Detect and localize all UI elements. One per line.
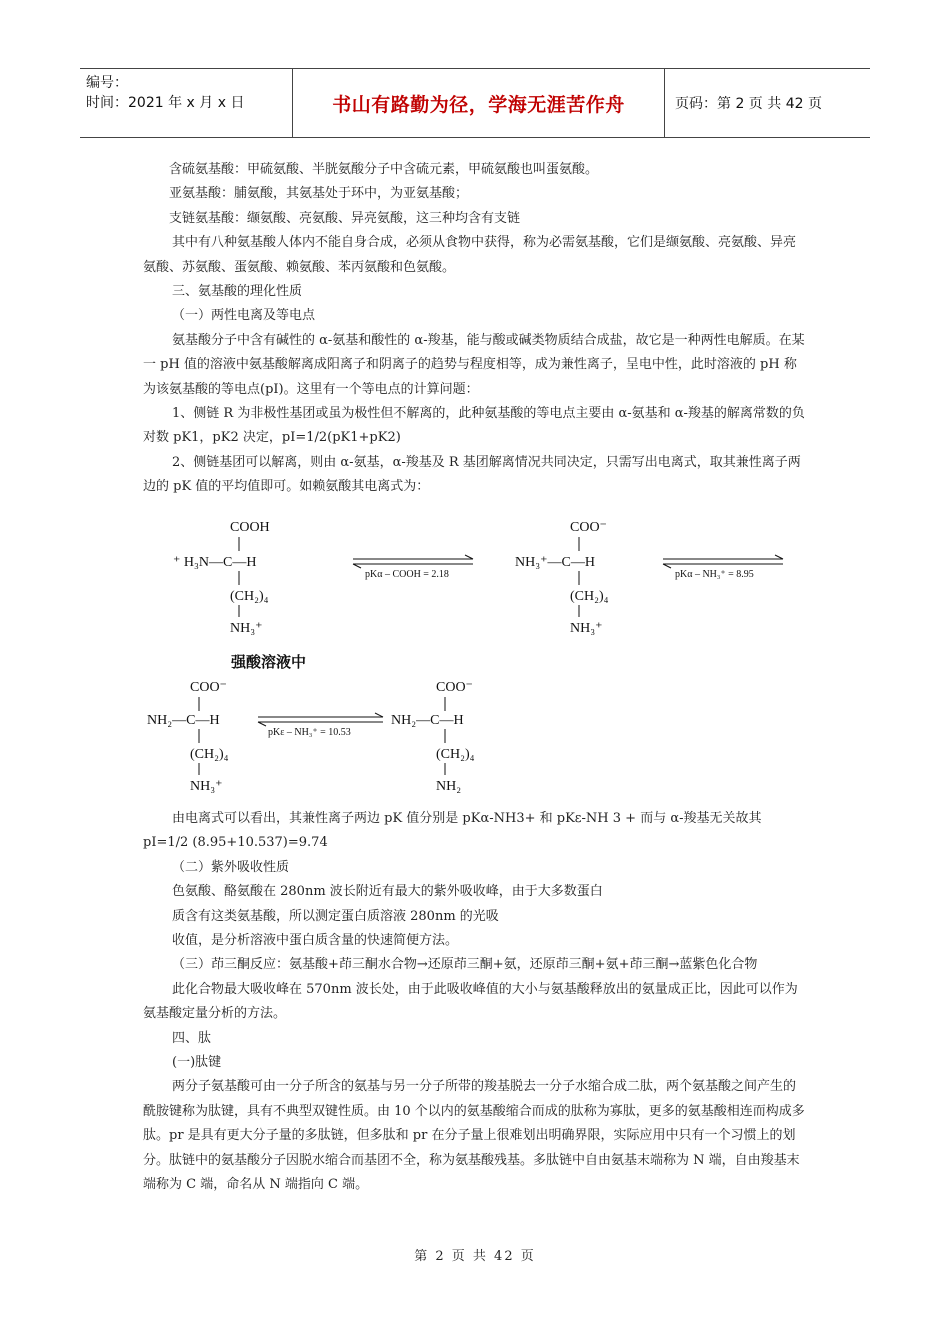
- label-ch2: (CH₂)₄: [570, 589, 609, 604]
- label-coo: COO⁻: [190, 680, 227, 695]
- paragraph: 1、侧链 R 为非极性基团或虽为极性但不解离的，此种氨基酸的等电点主要由 α-氨基和 α-羧基的解离常数的负对数 pK1，pK2 决定，pI=1/2(pK1+pK2): [143, 406, 805, 446]
- paragraph: 质含有这类氨基酸，所以测定蛋白质溶液 280nm 的光吸: [172, 908, 499, 924]
- paragraph: 收值，是分析溶液中蛋白质含量的快速简便方法。: [172, 933, 459, 949]
- label-nh3-plus: NH₃⁺: [190, 779, 223, 794]
- subsection-heading: (一)肽键: [172, 1055, 222, 1071]
- label-cooh: COOH: [230, 520, 270, 535]
- paragraph: 两分子氨基酸可由一分子所含的氨基与另一分子所带的羧基脱去一分子水缩合成二肽，两个氨基酸之间产生的酰胺键称为肽键，具有不典型双键性质。由 10 个以内的氨基酸缩合而成的肽称为寡肽，更多的氨基酸相连而构成多肽。pr 是具有更大分子量的多肽链，但多肽和 pr 在分子量上很难划出明确界限，实际应用中只有一个习惯上的划分。肽链中的氨基酸分子因脱水缩合而基团不全，称为氨基酸残基。多肽链中自由氨基末端称为 N 端，自由羧基末端称为 C 端，命名从 N 端指向 C 端。: [143, 1079, 805, 1193]
- paragraph: （三）茚三酮反应：氨基酸+茚三酮水合物→还原茚三酮+氨，还原茚三酮+氨+茚三酮→蓝紫色化合物: [172, 957, 758, 973]
- header-time: 时间：2021 年 x 月 x 日: [86, 95, 245, 111]
- header-number: 编号：: [86, 75, 128, 91]
- label-nh3-center: NH₃⁺—C—H: [515, 555, 595, 570]
- document-body-continued: [143, 807, 808, 1198]
- lysine-ionization-diagram: [143, 507, 808, 807]
- paragraph: 支链氨基酸：缬氨酸、亮氨酸、异亮氨酸，这三种均含有支链: [169, 210, 521, 226]
- paragraph: 此化合物最大吸收峰在 570nm 波长处，由于此吸收峰值的大小与氨基酸释放出的氨量成正比，因此可以作为氨基酸定量分析的方法。: [143, 981, 798, 1022]
- header-meta: [80, 69, 293, 137]
- label-coo: COO⁻: [436, 680, 473, 695]
- page-header: [80, 68, 870, 138]
- label-pk1: pKα – COOH = 2.18: [365, 569, 449, 580]
- label-nh3-plus: NH₃⁺: [230, 621, 263, 636]
- label-pk3: pKε – NH₃⁺ = 10.53: [268, 727, 351, 738]
- paragraph: 含硫氨基酸：甲硫氨酸、半胱氨酸分子中含硫元素，甲硫氨酸也叫蛋氨酸。: [169, 162, 599, 177]
- paragraph: 2、侧链基团可以解离，则由 α-氨基，α-羧基及 R 基团解离情况共同决定，只需写出电离式，取其兼性离子两边的 pK 值的平均值即可。如赖氨酸其电离式为：: [143, 454, 801, 495]
- page-footer: 第 2 页 共 42 页: [414, 1249, 536, 1264]
- label-nh2-center: NH₂—C—H: [147, 713, 220, 728]
- paragraph: 由电离式可以看出，其兼性离子两边 pK 值分别是 pKα-NH3+ 和 pKε-NH 3 + 而与 α-羧基无关故其 pI=1/2 (8.95+10.537)=9.74: [143, 811, 762, 851]
- label-strong-acid: 强酸溶液中: [231, 653, 307, 671]
- label-nh3-plus: NH₃⁺: [570, 621, 603, 636]
- label-nh2-center: NH₂—C—H: [391, 713, 464, 728]
- label-ch2: (CH₂)₄: [230, 589, 269, 604]
- section-heading: 三、氨基酸的理化性质: [172, 284, 303, 300]
- label-ch2: (CH₂)₄: [190, 747, 229, 762]
- paragraph: 亚氨基酸：脯氨酸，其氨基处于环中，为亚氨基酸；: [169, 186, 469, 202]
- header-motto: 书山有路勤为径，学海无涯苦作舟: [293, 69, 665, 137]
- label-nh2: NH₂: [436, 779, 462, 794]
- paragraph: 其中有八种氨基酸人体内不能自身合成，必须从食物中获得，称为必需氨基酸，它们是缬氨酸、亮氨酸、异亮氨酸、苏氨酸、蛋氨酸、赖氨酸、苯丙氨酸和色氨酸。: [143, 235, 797, 275]
- document-body: [143, 158, 808, 500]
- label-ch2: (CH₂)₄: [436, 747, 475, 762]
- label-pk2: pKα – NH₃⁺ = 8.95: [675, 569, 754, 580]
- paragraph: 色氨酸、酪氨酸在 280nm 波长附近有最大的紫外吸收峰，由于大多数蛋白: [172, 884, 603, 900]
- subsection-heading: （二）紫外吸收性质: [172, 859, 290, 875]
- subsection-heading: （一）两性电离及等电点: [172, 308, 316, 324]
- section-heading: 四、肽: [172, 1030, 212, 1046]
- label-coo: COO⁻: [570, 520, 607, 535]
- label-h3n: ⁺ H₃N—C—H: [173, 555, 257, 570]
- paragraph: 氨基酸分子中含有碱性的 α-氨基和酸性的 α-羧基，能与酸或碱类物质结合成盐，故它是一种两性电解质。在某一 pH 值的溶液中氨基酸解离成阳离子和阴离子的趋势与程度相等，成为兼性离子，呈电中性，此时溶液的 pH 称为该氨基酸的等电点(pI)。这里有一个等电点的计算问题：: [143, 332, 805, 397]
- header-page-number: 页码：第 2 页 共 42 页: [675, 96, 822, 112]
